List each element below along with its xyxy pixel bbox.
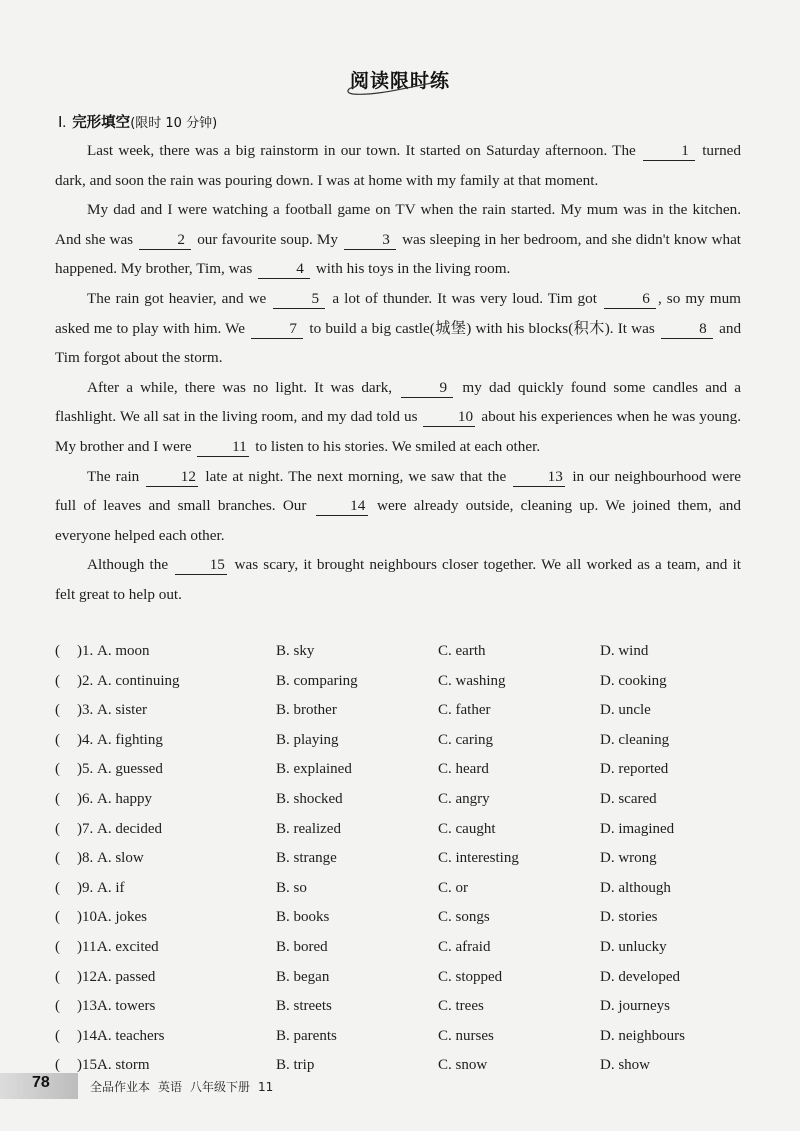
question-row [55, 903, 755, 933]
blank-7[interactable]: 7 [251, 319, 303, 339]
passage-text: to build a big castle(城堡) with his blocks(积木). It was [309, 319, 655, 337]
passage-text: The rain got heavier, and we [87, 289, 267, 307]
question-row [55, 1051, 755, 1081]
option-d[interactable]: D. neighbours [600, 1027, 685, 1044]
blank-15[interactable]: 15 [175, 555, 227, 575]
answer-paren[interactable]: ( [55, 790, 60, 807]
option-c[interactable]: C. interesting [438, 850, 519, 867]
question-number: )12. [77, 968, 101, 985]
blank-12[interactable]: 12 [146, 467, 198, 487]
option-b[interactable]: B. brother [276, 702, 337, 719]
passage-text: a lot of thunder. It was very loud. Tim got [332, 289, 597, 307]
question-row [55, 992, 755, 1022]
answer-paren[interactable]: ( [55, 731, 60, 748]
option-c[interactable]: C. heard [438, 761, 489, 778]
option-a[interactable]: A. sister [97, 702, 147, 719]
answer-paren[interactable]: ( [55, 702, 60, 719]
question-number: )9. [77, 879, 94, 896]
passage-text: our favourite soup. My [197, 230, 338, 248]
question-row [55, 874, 755, 904]
option-b[interactable]: B. playing [276, 731, 339, 748]
option-c[interactable]: C. earth [438, 643, 486, 659]
option-c[interactable]: C. nurses [438, 1027, 494, 1044]
cloze-passage [55, 136, 741, 610]
option-a[interactable]: A. if [97, 879, 125, 896]
option-a[interactable]: A. storm [97, 1057, 150, 1074]
option-b[interactable]: B. began [276, 968, 330, 985]
question-number: )2. [77, 672, 94, 689]
passage-text: and Tim forgot about the storm. [55, 319, 742, 367]
option-c[interactable]: C. stopped [438, 968, 503, 985]
question-row [55, 637, 755, 667]
passage-paragraph [55, 136, 741, 195]
question-row [55, 963, 755, 993]
answer-paren[interactable]: ( [55, 850, 60, 867]
option-b[interactable]: B. streets [276, 998, 332, 1015]
answer-paren[interactable]: ( [55, 968, 60, 985]
option-b[interactable]: B. comparing [276, 672, 358, 689]
passage-text: Last week, there was a big rainstorm in our town. It started on Saturday afternoon. The [87, 142, 636, 159]
question-row [55, 667, 755, 697]
question-number: )8. [77, 850, 94, 867]
answer-options [55, 637, 755, 1081]
answer-paren[interactable]: ( [55, 1027, 60, 1044]
passage-text: My dad and I were watching a football game on TV when the rain started. My mum was in the kitchen. And she was [55, 201, 741, 248]
passage-text: Although the [87, 556, 169, 574]
question-row [55, 815, 755, 845]
option-a[interactable]: A. continuing [97, 672, 180, 689]
option-a[interactable]: A. slow [97, 850, 144, 867]
answer-paren[interactable]: ( [55, 761, 60, 778]
blank-6[interactable]: 6 [604, 289, 656, 309]
blank-8[interactable]: 8 [661, 319, 713, 339]
footer-code: 11 [258, 1080, 274, 1094]
blank-13[interactable]: 13 [513, 467, 565, 487]
option-a[interactable]: A. excited [97, 938, 159, 955]
blank-10[interactable]: 10 [423, 407, 475, 427]
option-c[interactable]: C. father [438, 702, 491, 719]
question-number: )3. [77, 702, 94, 719]
question-row [55, 933, 755, 963]
blank-2[interactable]: 2 [139, 230, 191, 250]
blank-9[interactable]: 9 [401, 378, 453, 398]
option-c[interactable]: C. songs [438, 909, 490, 926]
option-a[interactable]: A. passed [97, 968, 156, 985]
option-b[interactable]: B. strange [276, 850, 337, 867]
question-number: )6. [77, 790, 94, 807]
passage-text: After a while, there was no light. It was dark, [87, 378, 393, 396]
option-b[interactable]: B. sky [276, 643, 315, 659]
passage-text: in our neighbourhood were full of leaves and small branches. Our [55, 467, 742, 515]
blank-14[interactable]: 14 [316, 496, 368, 516]
passage-text: my dad quickly found some candles and a flashlight. We all sat in the living room, and my dad told us [55, 378, 742, 426]
option-d[interactable]: D. scared [600, 790, 657, 807]
answer-paren[interactable]: ( [55, 672, 60, 689]
option-b[interactable]: B. realized [276, 820, 341, 837]
passage-text: turned dark, and soon the rain was pouring down. I was at home with my family at that moment. [55, 142, 742, 189]
answer-paren[interactable]: ( [55, 1057, 60, 1074]
passage-text: was sleeping in her bedroom, and she didn't know what happened. My brother, Tim, was [55, 230, 742, 278]
passage-paragraph [55, 195, 741, 284]
question-number: )1. [77, 643, 94, 659]
option-a[interactable]: A. jokes [97, 909, 147, 926]
passage-text: were already outside, cleaning up. We joined them, and everyone helped each other. [55, 497, 741, 544]
section-title: 完形填空 [72, 115, 131, 131]
option-b[interactable]: B. shocked [276, 790, 343, 807]
passage-paragraph [55, 373, 741, 462]
passage-text: about his experiences when he was young. My brother and I were [55, 408, 741, 455]
option-b[interactable]: B. trip [276, 1057, 315, 1074]
option-d[interactable]: D. developed [600, 968, 680, 985]
blank-1[interactable]: 1 [643, 141, 695, 161]
question-row [55, 1022, 755, 1052]
question-number: )14. [77, 1027, 101, 1044]
option-c[interactable]: C. angry [438, 790, 490, 807]
option-d[interactable]: D. uncle [600, 702, 651, 719]
title-swoosh-decoration [345, 78, 455, 106]
question-number: )13. [77, 998, 101, 1015]
option-b[interactable]: B. bored [276, 938, 328, 955]
option-a[interactable]: A. happy [97, 790, 152, 807]
section-time-note: (限时 10 分钟) [130, 116, 218, 131]
option-d[interactable]: D. journeys [600, 998, 670, 1015]
option-d[interactable]: D. cooking [600, 672, 667, 689]
footer-book-title: 全品作业本 [90, 1080, 151, 1094]
blank-4[interactable]: 4 [258, 259, 310, 279]
option-a[interactable]: A. decided [97, 820, 162, 837]
passage-text: was scary, it brought neighbours closer together. We all worked as a team, and it felt great to help out. [55, 556, 742, 603]
question-row [55, 785, 755, 815]
option-b[interactable]: B. books [276, 909, 330, 926]
option-c[interactable]: C. snow [438, 1057, 488, 1074]
option-c[interactable]: C. trees [438, 998, 484, 1015]
passage-paragraph [55, 462, 741, 551]
footer-book-info [90, 1078, 281, 1095]
question-number: )7. [77, 820, 94, 837]
question-number: )11. [77, 938, 101, 955]
passage-paragraph [55, 550, 741, 609]
blank-11[interactable]: 11 [197, 437, 249, 457]
question-number: )15. [77, 1057, 101, 1074]
blank-3[interactable]: 3 [344, 230, 396, 250]
question-row [55, 696, 755, 726]
blank-5[interactable]: 5 [273, 289, 325, 309]
answer-paren[interactable]: ( [55, 643, 60, 659]
option-b[interactable]: B. explained [276, 761, 352, 778]
option-c[interactable]: C. afraid [438, 938, 491, 955]
answer-paren[interactable]: ( [55, 909, 60, 926]
question-number: )4. [77, 731, 94, 748]
question-row [55, 755, 755, 785]
footer-subject: 英语 [158, 1080, 183, 1094]
option-d[interactable]: D. reported [600, 761, 669, 778]
passage-text: to listen to his stories. We smiled at each other. [255, 437, 541, 455]
option-c[interactable]: C. caught [438, 820, 496, 837]
option-d[interactable]: D. although [600, 879, 671, 896]
passage-text: with his toys in the living room. [315, 260, 511, 278]
option-d[interactable]: D. wrong [600, 850, 657, 867]
section-number: Ⅰ. [58, 115, 67, 131]
option-d[interactable]: D. wind [600, 643, 649, 659]
option-d[interactable]: D. stories [600, 909, 658, 926]
option-c[interactable]: C. caring [438, 731, 493, 748]
option-c[interactable]: C. washing [438, 672, 506, 689]
page-number: 78 [32, 1074, 50, 1091]
section-heading [58, 111, 217, 132]
option-a[interactable]: A. guessed [97, 761, 163, 778]
question-row [55, 844, 755, 874]
question-number: )5. [77, 761, 94, 778]
answer-paren[interactable]: ( [55, 998, 60, 1015]
answer-paren[interactable]: ( [55, 820, 60, 837]
passage-paragraph [55, 284, 741, 373]
answer-paren[interactable]: ( [55, 879, 60, 896]
option-a[interactable]: A. fighting [97, 731, 163, 748]
footer-grade: 八年级下册 [190, 1080, 251, 1094]
option-a[interactable]: A. teachers [97, 1027, 165, 1044]
option-b[interactable]: B. parents [276, 1027, 337, 1044]
option-d[interactable]: D. show [600, 1057, 651, 1074]
passage-text: The rain [87, 467, 140, 485]
option-d[interactable]: D. imagined [600, 820, 675, 837]
answer-paren[interactable]: ( [55, 938, 60, 955]
option-d[interactable]: D. unlucky [600, 938, 667, 955]
option-b[interactable]: B. so [276, 879, 307, 896]
option-a[interactable]: A. towers [97, 998, 156, 1015]
option-a[interactable]: A. moon [97, 643, 150, 659]
question-number: )10. [77, 909, 101, 926]
page-title: 阅读限时练 [349, 70, 450, 92]
option-c[interactable]: C. or [438, 879, 468, 896]
question-row [55, 726, 755, 756]
passage-text: , so my mum asked me to play with him. We [55, 289, 741, 337]
passage-text: late at night. The next morning, we saw that the [205, 467, 507, 485]
option-d[interactable]: D. cleaning [600, 731, 670, 748]
